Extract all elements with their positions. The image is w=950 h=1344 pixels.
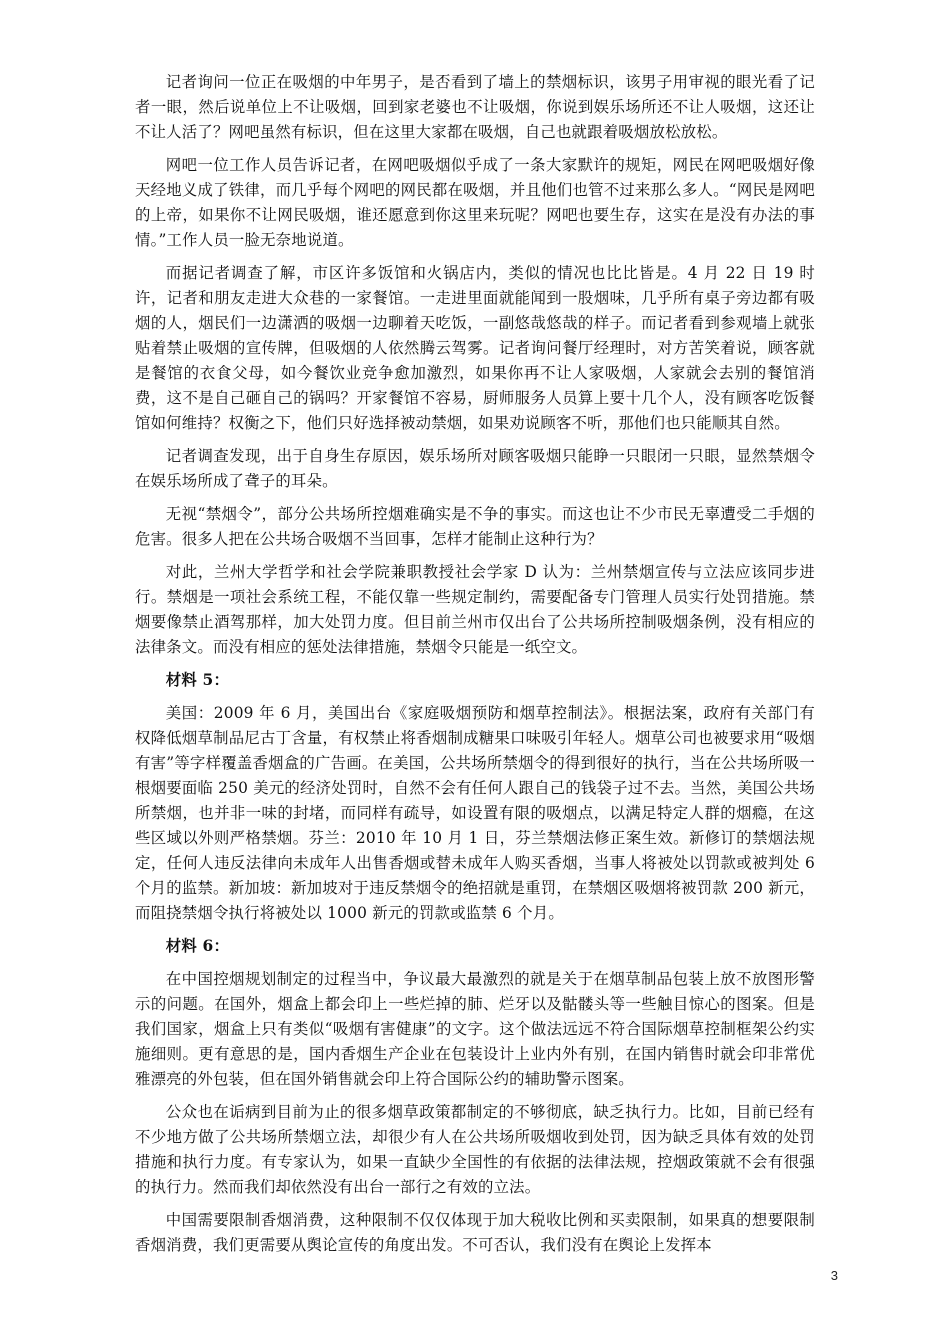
paragraph: 美国：2009 年 6 月，美国出台《家庭吸烟预防和烟草控制法》。根据法案，政府有关部门有权降低烟草制品尼古丁含量，有权禁止将香烟制成糖果口味吸引年轻人。烟草公司也被要求用“吸烟有害”等字样覆盖香烟盒的广告画。在美国，公共场所禁烟令的得到很好的执行，当在公共场所吸一根烟要面临 250 美元的经济处罚时，自然不会有任何人跟自己的钱袋子过不去。当然，美国公共场所禁烟，也并非一味的封堵，而同样有疏导，如设置有限的吸烟点，以满足特定人群的烟瘾，在这些区域以外则严格禁烟。芬兰：2010 年 10 月 1 日，芬兰禁烟法修正案生效。新修订的禁烟法规定，任何人违反法律向未成年人出售香烟或替未成年人购买香烟，当事人将被处以罚款或被判处 6 个月的监禁。新加坡：新加坡对于违反禁烟令的绝招就是重罚，在禁烟区吸烟将被罚款 200 新元，而阻挠禁烟令执行将被处以 1000 新元的罚款或监禁 6 个月。 (135, 704, 815, 922)
paragraph: 在中国控烟规划制定的过程当中，争议最大最激烈的就是关于在烟草制品包装上放不放图形警示的问题。在国外，烟盒上都会印上一些烂掉的肺、烂牙以及骷髅头等一些触目惊心的图案。但是我们国家，烟盒上只有类似“吸烟有害健康”的文字。这个做法远远不符合国际烟草控制框架公约实施细则。更有意思的是，国内香烟生产企业在包装设计上业内外有别，在国内销售时就会印非常优雅漂亮的外包装，但在国外销售就会印上符合国际公约的辅助警示图案。 (135, 970, 815, 1088)
paragraph: 对此，兰州大学哲学和社会学院兼职教授社会学家 D 认为：兰州禁烟宣传与立法应该同步进行。禁烟是一项社会系统工程，不能仅靠一些规定制约，需要配备专门管理人员实行处罚措施。禁烟要像禁止酒驾那样，加大处罚力度。但目前兰州市仅出台了公共场所控制吸烟条例，没有相应的法律条文。而没有相应的惩处法律措施，禁烟令只能是一纸空文。 (135, 563, 815, 656)
material-5-heading: 材料 5： (165, 671, 230, 689)
paragraph: 无视“禁烟令”，部分公共场所控烟难确实是不争的事实。而这也让不少市民无辜遭受二手烟的危害。很多人把在公共场合吸烟不当回事，怎样才能制止这种行为？ (135, 505, 815, 548)
paragraph: 网吧一位工作人员告诉记者，在网吧吸烟似乎成了一条大家默许的规矩，网民在网吧吸烟好像天经地义成了铁律，而几乎每个网吧的网民都在吸烟，并且他们也管不过来那么多人。“网民是网吧的上帝，如果你不让网民吸烟，谁还愿意到你这里来玩呢？网吧也要生存，这实在是没有办法的事情。”工作人员一脸无奈地说道。 (135, 156, 815, 249)
page-number: 3 (830, 1268, 838, 1283)
paragraph: 而据记者调查了解，市区许多饭馆和火锅店内，类似的情况也比比皆是。4 月 22 日 19 时许，记者和朋友走进大众巷的一家餐馆。一走进里面就能闻到一股烟味，几乎所有桌子旁边都有吸烟的人，烟民们一边潇洒的吸烟一边聊着天吃饭，一副悠哉悠哉的样子。而记者看到参观墙上就张贴着禁止吸烟的宣传牌，但吸烟的人依然腾云驾雾。记者询问餐厅经理时，对方苦笑着说，顾客就是餐馆的衣食父母，如今餐饮业竞争愈加激烈，如果你再不让人家吸烟，人家就会去别的餐馆消费，这不是自己砸自己的锅吗？开家餐馆不容易，厨师服务人员算上要十几个人，没有顾客吃饭餐馆如何维持？权衡之下，他们只好选择被动禁烟，如果劝说顾客不听，那他们也只能顺其自然。 (135, 264, 815, 432)
paragraph: 公众也在诟病到目前为止的很多烟草政策都制定的不够彻底，缺乏执行力。比如，目前已经有不少地方做了公共场所禁烟立法，却很少有人在公共场所吸烟收到处罚，因为缺乏具体有效的处罚措施和执行力度。有专家认为，如果一直缺少全国性的有依据的法律法规，控烟政策就不会有很强的执行力。然而我们却依然没有出台一部行之有效的立法。 (135, 1103, 815, 1196)
paragraph: 记者询问一位正在吸烟的中年男子，是否看到了墙上的禁烟标识，该男子用审视的眼光看了记者一眼，然后说单位上不让吸烟，回到家老婆也不让吸烟，你说到娱乐场所还不让人吸烟，这还让不让人活了？网吧虽然有标识，但在这里大家都在吸烟，自己也就跟着吸烟放松放松。 (135, 73, 815, 141)
document-body (135, 70, 815, 1266)
paragraph: 中国需要限制香烟消费，这种限制不仅仅体现于加大税收比例和买卖限制，如果真的想要限制香烟消费，我们更需要从舆论宣传的角度出发。不可否认，我们没有在舆论上发挥本 (135, 1211, 815, 1254)
material-6-heading: 材料 6： (165, 937, 230, 955)
paragraph: 记者调查发现，出于自身生存原因，娱乐场所对顾客吸烟只能睁一只眼闭一只眼，显然禁烟令在娱乐场所成了聋子的耳朵。 (135, 447, 815, 490)
